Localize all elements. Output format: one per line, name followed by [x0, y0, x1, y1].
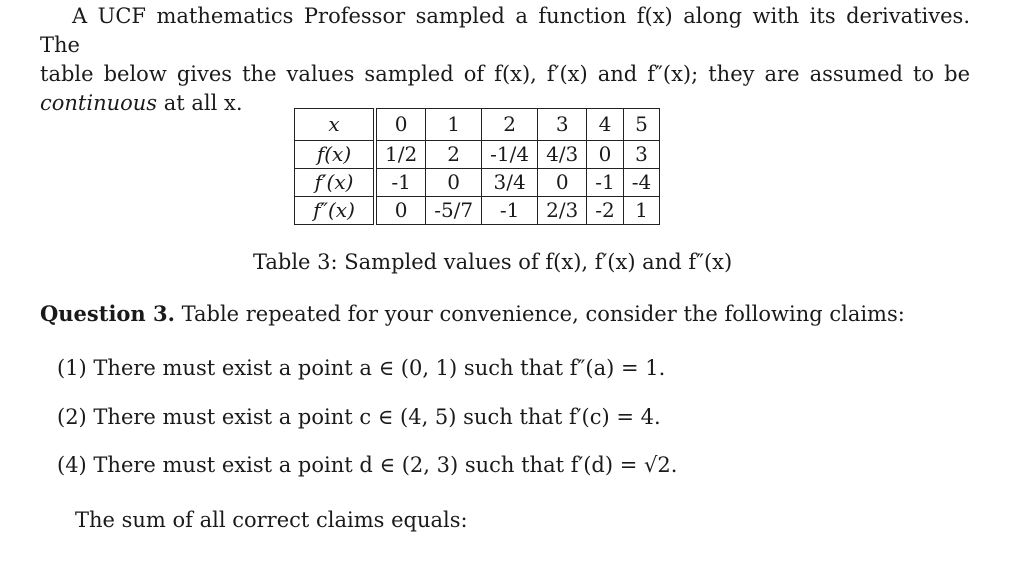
table-cell: -1 [482, 197, 538, 225]
intro-line-2: table below gives the values sampled of f(x), f′(x) and f″(x); they are assumed to be [40, 62, 970, 86]
table-header-cell: 0 [375, 109, 426, 141]
table-cell: 1 [623, 197, 659, 225]
table-row-label: f(x) [295, 141, 376, 169]
table-header-cell: 1 [426, 109, 482, 141]
sampled-values-table [294, 108, 660, 225]
table-cell: -4 [623, 169, 659, 197]
table-cell: -2 [587, 197, 623, 225]
question-line [40, 301, 905, 326]
table-row [295, 197, 660, 225]
question-label: Question 3. [40, 301, 175, 326]
table-header-cell: 2 [482, 109, 538, 141]
claim-2: (2) There must exist a point c ∈ (4, 5) such that f′(c) = 4. [57, 405, 661, 429]
table-cell: -1 [587, 169, 623, 197]
table-row [295, 141, 660, 169]
question-text: Table repeated for your convenience, consider the following claims: [174, 302, 905, 326]
table-caption: Table 3: Sampled values of f(x), f′(x) and f″(x) [253, 250, 733, 274]
table-row-label: f″(x) [295, 197, 376, 225]
table-cell: 4/3 [538, 141, 587, 169]
table-cell: 2 [426, 141, 482, 169]
claim-1: (1) There must exist a point a ∈ (0, 1) such that f″(a) = 1. [57, 356, 666, 380]
table-header-cell: x [295, 109, 376, 141]
table-cell: -1/4 [482, 141, 538, 169]
intro-line-3-rest: at all x. [157, 91, 243, 115]
table-cell: -1 [375, 169, 426, 197]
intro-paragraph [40, 2, 970, 118]
table-cell: 3/4 [482, 169, 538, 197]
table-cell: -5/7 [426, 197, 482, 225]
table-header-row [295, 109, 660, 141]
table-header-cell: 3 [538, 109, 587, 141]
table-cell: 0 [375, 197, 426, 225]
table-cell: 1/2 [375, 141, 426, 169]
table-row [295, 169, 660, 197]
table-cell: 0 [426, 169, 482, 197]
intro-line-1: A UCF mathematics Professor sampled a function f(x) along with its derivatives. The [40, 4, 970, 57]
table-cell: 0 [587, 141, 623, 169]
claim-4: (4) There must exist a point d ∈ (2, 3) such that f′(d) = √2. [57, 453, 678, 477]
table-cell: 0 [538, 169, 587, 197]
table-header-cell: 4 [587, 109, 623, 141]
table-cell: 3 [623, 141, 659, 169]
sum-prompt: The sum of all correct claims equals: [75, 508, 468, 532]
table-header-cell: 5 [623, 109, 659, 141]
table-cell: 2/3 [538, 197, 587, 225]
table-row-label: f′(x) [295, 169, 376, 197]
continuous-emphasis: continuous [40, 91, 158, 115]
